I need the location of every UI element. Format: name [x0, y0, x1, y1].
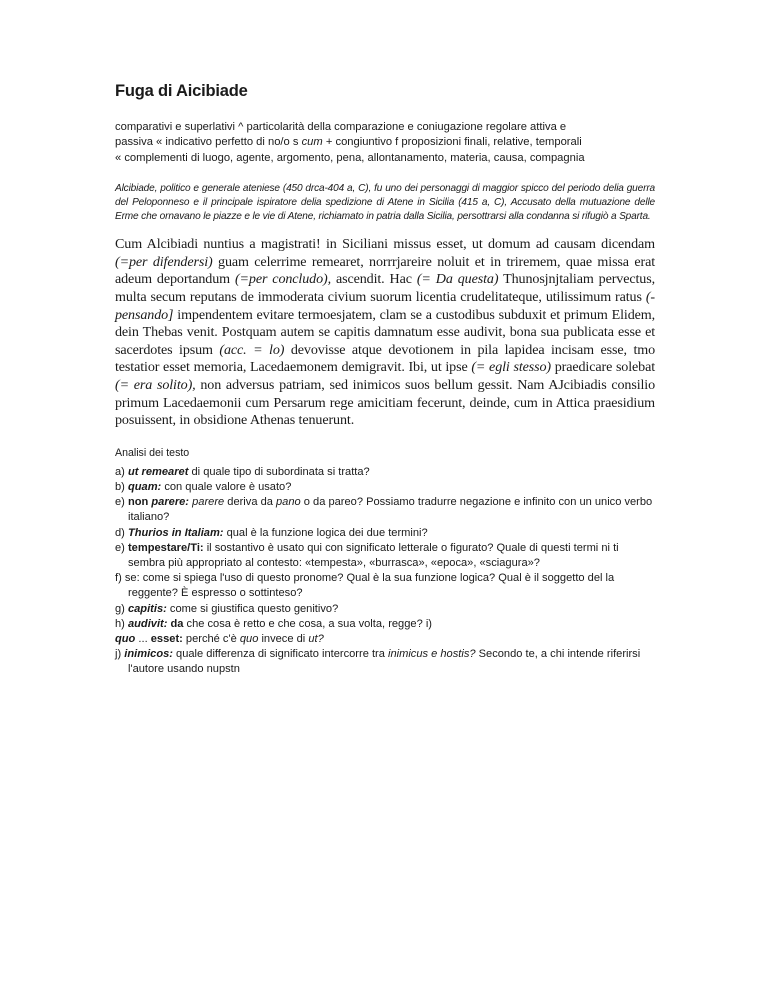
- topics-line-2-rest: + congiuntivo f proposizioni finali, relative, temporali: [325, 136, 582, 149]
- question-text-part: ut?: [308, 632, 324, 645]
- question-item: [115, 541, 655, 571]
- topics-line-3: « complementi di luogo, agente, argomento, pena, allontanamento, materia, causa, compagnia: [115, 151, 585, 164]
- question-text: qual è la funzione logica dei due termini?: [223, 526, 428, 539]
- question-item: [115, 647, 655, 677]
- question-term: Thurios in Italiam:: [127, 526, 224, 539]
- question-label: a): [115, 465, 125, 478]
- question-label: e): [115, 496, 125, 509]
- question-text-part: quo: [239, 632, 259, 645]
- question-text-part: esset:: [150, 632, 183, 645]
- latin-segment: Thunosjnjtaliam pervectus, multa secum reputans de immoderata civium suorum licentia crudelitateque, utilissimum ratus: [115, 271, 655, 305]
- latin-gloss: (acc. = lo): [219, 341, 285, 358]
- analysis-heading: Analisi dei testo: [115, 446, 190, 459]
- question-text: come si giustifica questo genitivo?: [166, 602, 339, 615]
- question-term: inimicos:: [124, 648, 173, 661]
- question-item: [115, 495, 655, 525]
- topics-list: [115, 120, 655, 166]
- question-term: tempestare/Ti:: [127, 541, 204, 554]
- question-term: capitis:: [127, 602, 167, 615]
- question-label: g): [115, 602, 125, 615]
- question-label: f): [115, 572, 122, 585]
- latin-gloss: (= era solito),: [115, 376, 196, 393]
- question-term: quo: [115, 632, 136, 645]
- question-term: ut remearet: [127, 465, 189, 478]
- question-item: [115, 480, 655, 495]
- latin-gloss: (= Da questa): [416, 271, 499, 288]
- question-item: [115, 617, 655, 632]
- question-label: b): [115, 480, 125, 493]
- question-term: non parere:: [127, 496, 190, 509]
- latin-segment: impendentem evitare termoesjatem, clam se a custodibus subduxit et primum Elidem, dein Thebas venit. Postquam autem se capitis damnatum esse audivit, bona sua publicata esse et sacerdotes ipsum: [115, 306, 656, 358]
- question-term: quam:: [127, 480, 162, 493]
- question-label: e): [115, 541, 125, 554]
- question-label: d): [115, 526, 125, 539]
- latin-segment: devovisse atque devotionem in pila lapidea incisam esse, tmo testatior esset memoria, Lacedaemonem demigravit. Ibi, ut ipse: [115, 341, 656, 376]
- question-label: h): [115, 617, 125, 630]
- question-text-part: parere: [192, 496, 225, 509]
- question-text: il sostantivo è usato qui con significato letterale o figurato? Quale di questi termi ni ti sembra più appropriato al contesto: «tempesta», «burrasca», «epoca», «sciagura»?: [128, 541, 619, 569]
- intro-paragraph: Alcibiade, politico e generale ateniese (450 drca-404 a, C), fu uno dei personaggi di maggior spicco del periodo delia guerra del Peloponneso e il principale ispiratore delia spedizione di Atene in Sicilia (415 a, C), Accusato della mutuazione delle Erme che ornavano le piazze e le vie di Atene, richiamato in patria dalla Sicilia, persottrarsi alla condanna si rifugiò a Sparta.: [115, 182, 655, 223]
- question-text-part: invece di: [258, 632, 309, 645]
- page-title: Fuga di Aicibiade: [115, 82, 248, 100]
- topics-line-2: passiva « indicativo perfetto di no/o s: [115, 136, 299, 149]
- topics-line-1: comparativi e superlativi ^ particolarità della comparazione e coniugazione regolare attiva e: [115, 121, 567, 133]
- question-text: che cosa è retto e che cosa, a sua volta, regge? i): [183, 617, 432, 630]
- question-item: [115, 632, 655, 647]
- latin-segment: ascendit. Hac: [335, 271, 412, 288]
- question-item: [115, 602, 655, 617]
- question-item: [115, 465, 655, 480]
- question-text-part: perché c'è: [182, 632, 240, 645]
- question-term: audivit: da: [127, 617, 184, 630]
- latin-gloss: (-pensando]: [115, 288, 656, 323]
- question-text: di quale tipo di subordinata si tratta?: [188, 465, 370, 478]
- latin-segment: non adversus patriam, sed inimicos suos bellum gessit. Nam AJcibiadis consilio primum Lacedaemonii cum Persarum rege amicitiam fecerunt, deinde, cum in Attica praesidium posuissent, in obsidione Athenas tenuerunt.: [115, 376, 656, 429]
- question-text: con quale valore è usato?: [161, 480, 292, 493]
- questions-list: [115, 465, 655, 678]
- question-text-part: inimicus e hostis?: [387, 648, 476, 661]
- latin-gloss: (=per difendersi): [115, 253, 213, 270]
- latin-segment: guam celerrime remearet, norrrjareire noluit et in triremem, quae missa erat adeum deportandum: [115, 253, 656, 288]
- latin-segment: praedicare solebat: [554, 359, 656, 376]
- question-text-part: quale differenza di significato intercorre tra: [172, 648, 388, 661]
- question-text: se: come si spiega l'uso di questo pronome? Qual è la sua funzione logica? Qual è il soggetto del la reggente? È espresso o sottinteso?: [124, 572, 615, 600]
- question-text-part: pano: [276, 496, 301, 509]
- question-item: [115, 571, 655, 601]
- question-item: [115, 526, 655, 541]
- document-page: [115, 82, 655, 678]
- topics-cum: cum: [301, 136, 323, 149]
- question-text-part: deriva da: [224, 496, 276, 509]
- question-text-part: ...: [135, 632, 151, 645]
- latin-gloss: (=per concludo),: [234, 271, 331, 288]
- question-label: j): [115, 648, 122, 661]
- latin-text: [115, 236, 655, 430]
- question-text-part: Secondo te, a chi intende riferirsi l'autore usando nupstn: [128, 648, 641, 676]
- latin-segment: Cum Alcibiadi nuntius a magistrati! in Siciliani missus esset, ut domum ad causam dicendam: [115, 236, 655, 253]
- question-text-part: o da pareo? Possiamo tradurre negazione e infinito con un unico verbo italiano?: [128, 496, 653, 524]
- latin-gloss: (= egli stesso): [471, 359, 551, 376]
